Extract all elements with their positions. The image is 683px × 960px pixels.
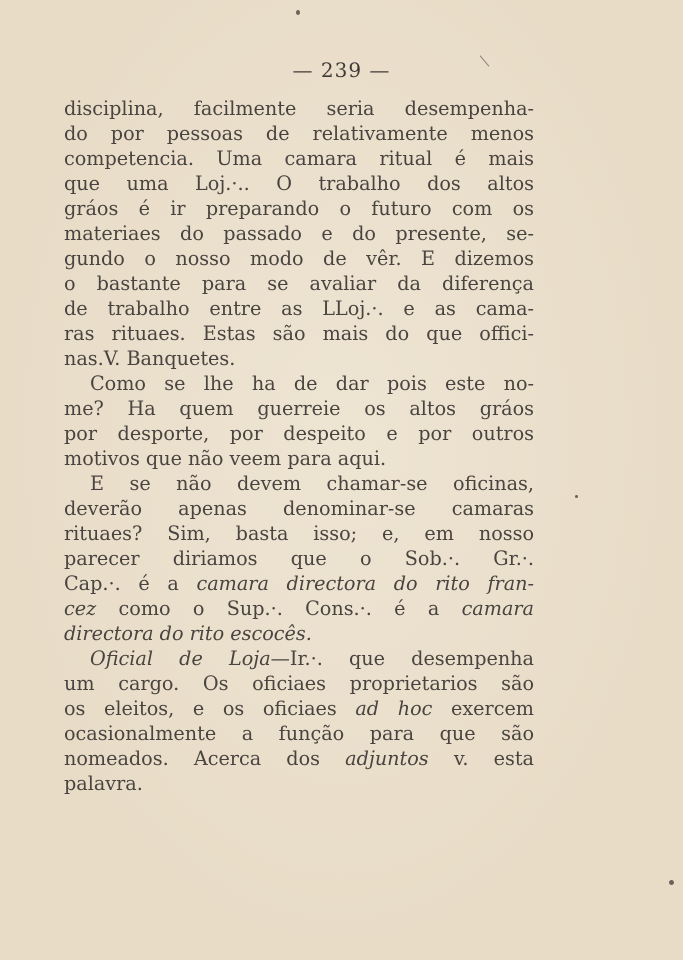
text-run: Cap.·. é a bbox=[64, 572, 197, 595]
italic-run: camara bbox=[461, 597, 534, 620]
text-run: —Ir.·. que desempenha bbox=[270, 647, 534, 670]
text-line: gundo o nosso modo de vêr. E dizemos bbox=[64, 247, 534, 270]
text-run: os eleitos, e os oficiaes bbox=[64, 697, 356, 720]
text-run: v. esta bbox=[428, 747, 534, 770]
text-line: deverão apenas denominar-se camaras bbox=[64, 497, 534, 520]
text-line: ocasionalmente a função para que são bbox=[64, 722, 534, 745]
italic-run: directora do rito escocês. bbox=[64, 622, 312, 645]
text-line: Como se lhe ha de dar pois este no- bbox=[90, 372, 534, 395]
italic-run: adjuntos bbox=[345, 747, 429, 770]
text-line bbox=[64, 571, 534, 596]
italic-run: Oficial de Loja bbox=[90, 647, 271, 670]
text-line: que uma Loj.·.. O trabalho dos altos bbox=[64, 172, 534, 195]
text-line: materiaes do passado e do presente, se- bbox=[64, 222, 534, 245]
text-line: de trabalho entre as LLoj.·. e as cama- bbox=[64, 297, 534, 320]
text-line bbox=[64, 646, 534, 671]
text-line: parecer diriamos que o Sob.·. Gr.·. bbox=[64, 547, 534, 570]
text-line: por desporte, por despeito e por outros bbox=[64, 422, 534, 445]
italic-run: cez bbox=[64, 597, 97, 620]
text-run: nomeados. Acerca dos bbox=[64, 747, 346, 770]
text-line: rituaes? Sim, basta isso; e, em nosso bbox=[64, 522, 534, 545]
text-line: um cargo. Os oficiaes proprietarios são bbox=[64, 672, 534, 695]
text-line bbox=[64, 696, 534, 721]
text-line: gráos é ir preparando o futuro com os bbox=[64, 197, 534, 220]
text-line bbox=[64, 596, 534, 621]
text-run: exercem bbox=[432, 697, 535, 720]
text-line bbox=[64, 621, 534, 646]
text-line: disciplina, facilmente seria desempenha- bbox=[64, 97, 534, 120]
ink-speck bbox=[575, 495, 578, 498]
body-text bbox=[64, 96, 534, 796]
text-line: competencia. Uma camara ritual é mais bbox=[64, 147, 534, 170]
text-line: me? Ha quem guerreie os altos gráos bbox=[64, 397, 534, 420]
text-line: nas.V. Banquetes. bbox=[64, 347, 236, 370]
text-line: palavra. bbox=[64, 772, 143, 795]
text-line: ras rituaes. Estas são mais do que offici- bbox=[64, 322, 534, 345]
text-run: como o Sup.·. Cons.·. é a bbox=[96, 597, 462, 620]
italic-run: camara directora do rito fran- bbox=[196, 572, 535, 595]
page-number: — 239 — bbox=[292, 58, 391, 82]
text-line: motivos que não veem para aqui. bbox=[64, 447, 387, 470]
text-line bbox=[64, 746, 534, 771]
italic-run: ad hoc bbox=[355, 697, 433, 720]
text-line: o bastante para se avaliar da diferença bbox=[64, 272, 534, 295]
text-line: E se não devem chamar-se oficinas, bbox=[90, 472, 534, 495]
ink-speck bbox=[669, 880, 674, 885]
text-line: do por pessoas de relativamente menos bbox=[64, 122, 534, 145]
ink-speck bbox=[296, 10, 300, 15]
